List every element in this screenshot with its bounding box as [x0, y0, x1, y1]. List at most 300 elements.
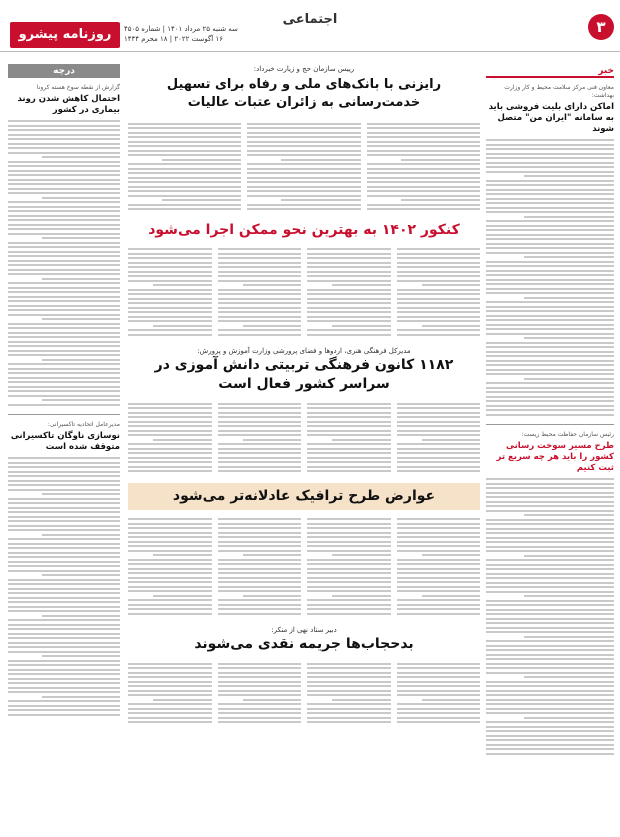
text-line: [524, 297, 614, 299]
text-line: [486, 631, 614, 633]
text-line: [8, 529, 120, 531]
text-line: [486, 654, 614, 656]
text-line: [128, 334, 212, 336]
text-line: [8, 336, 120, 338]
text-line: [307, 257, 391, 259]
text-line: [247, 136, 360, 138]
text-line: [486, 369, 614, 371]
text-line: [8, 597, 120, 599]
text-line: [422, 439, 480, 441]
text-line: [307, 721, 391, 723]
text-line: [397, 425, 481, 427]
text-line: [8, 552, 120, 554]
text-line: [397, 532, 481, 534]
story5-body: [128, 660, 480, 726]
text-line: [8, 246, 120, 248]
text-line: [486, 207, 614, 209]
text-line: [128, 586, 212, 588]
text-line: [486, 270, 614, 272]
text-line: [8, 350, 120, 352]
text-line: [8, 462, 120, 464]
text-line: [42, 278, 120, 280]
text-line: [218, 421, 302, 423]
text-line: [307, 289, 391, 291]
text-line: [486, 306, 614, 308]
text-line: [42, 318, 120, 320]
text-line: [218, 253, 302, 255]
text-line: [8, 381, 120, 383]
text-line: [8, 183, 120, 185]
text-line: [486, 184, 614, 186]
text-line: [8, 466, 120, 468]
text-line: [8, 547, 120, 549]
text-line: [524, 256, 614, 258]
text-line: [397, 280, 481, 282]
text-line: [486, 685, 614, 687]
text-line: [397, 262, 481, 264]
text-line: [486, 690, 614, 692]
text-line: [128, 667, 212, 669]
text-line: [128, 563, 212, 565]
text-line: [307, 563, 391, 565]
date-line: [124, 24, 264, 44]
text-line: [307, 320, 391, 322]
text-line: [307, 311, 391, 313]
text-line: [397, 316, 481, 318]
text-line: [8, 161, 120, 163]
text-line: [42, 655, 120, 657]
text-line: [8, 255, 120, 257]
text-line: [218, 470, 302, 472]
text-line: [8, 323, 120, 325]
text-line: [397, 334, 481, 336]
text-line: [128, 132, 241, 134]
text-line: [218, 568, 302, 570]
text-line: [128, 181, 241, 183]
left-story1-body: [8, 120, 120, 406]
text-line: [8, 628, 120, 630]
text-line: [397, 448, 481, 450]
text-line: [8, 233, 120, 235]
text-line: [247, 123, 360, 125]
text-line: [332, 595, 390, 597]
text-line: [486, 162, 614, 164]
text-line: [307, 407, 391, 409]
text-line: [307, 518, 391, 520]
text-line: [307, 550, 391, 552]
text-line: [218, 461, 302, 463]
text-line: [128, 275, 212, 277]
text-line: [486, 153, 614, 155]
text-line: [247, 186, 360, 188]
text-line: [128, 280, 212, 282]
text-line: [128, 127, 241, 129]
text-line: [8, 228, 120, 230]
text-line: [486, 315, 614, 317]
text-line: [8, 138, 120, 140]
text-line: [218, 307, 302, 309]
text-line: [8, 224, 120, 226]
text-line: [401, 159, 480, 161]
text-line: [8, 619, 120, 621]
text-line: [128, 298, 212, 300]
text-line: [218, 572, 302, 574]
left-story2-body: [8, 457, 120, 716]
text-line: [218, 608, 302, 610]
text-line: [218, 708, 302, 710]
text-line: [218, 320, 302, 322]
text-line: [8, 660, 120, 662]
text-line: [128, 708, 212, 710]
text-line: [8, 484, 120, 486]
text-line: [486, 537, 614, 539]
text-line: [8, 556, 120, 558]
text-line: [153, 284, 211, 286]
text-line: [128, 581, 212, 583]
text-line: [486, 148, 614, 150]
text-line: [247, 132, 360, 134]
text-line: [486, 333, 614, 335]
text-line: [486, 243, 614, 245]
text-line: [307, 676, 391, 678]
text-line: [128, 559, 212, 561]
text-line: [218, 518, 302, 520]
text-line: [218, 466, 302, 468]
text-line: [247, 204, 360, 206]
text-line: [401, 199, 480, 201]
text-line: [218, 712, 302, 714]
text-line: [307, 470, 391, 472]
text-line: [8, 714, 120, 716]
text-line: [218, 581, 302, 583]
text-line: [128, 168, 241, 170]
text-line: [128, 443, 212, 445]
text-line: [524, 378, 614, 380]
text-line: [307, 280, 391, 282]
text-line: [128, 307, 212, 309]
text-line: [367, 190, 480, 192]
text-line: [486, 501, 614, 503]
text-line: [128, 195, 241, 197]
text-line: [128, 685, 212, 687]
masthead: [0, 0, 620, 52]
text-line: [128, 154, 241, 156]
text-line: [307, 527, 391, 529]
text-line: [8, 269, 120, 271]
text-line: [218, 412, 302, 414]
text-line: [128, 568, 212, 570]
text-line: [397, 712, 481, 714]
text-line: [397, 403, 481, 405]
text-line: [218, 541, 302, 543]
text-line: [486, 355, 614, 357]
text-line: [397, 253, 481, 255]
text-line: [128, 541, 212, 543]
text-line: [397, 443, 481, 445]
text-line: [8, 251, 120, 253]
text-line: [486, 730, 614, 732]
text-line: [128, 316, 212, 318]
text-line: [42, 574, 120, 576]
text-line: [8, 309, 120, 311]
text-line: [218, 527, 302, 529]
text-line: [218, 676, 302, 678]
text-line: [8, 520, 120, 522]
text-line: [486, 328, 614, 330]
text-line: [218, 403, 302, 405]
text-line: [128, 186, 241, 188]
text-line: [218, 536, 302, 538]
text-line: [307, 271, 391, 273]
text-line: [307, 694, 391, 696]
text-line: [367, 123, 480, 125]
text-line: [307, 421, 391, 423]
text-line: [8, 606, 120, 608]
text-line: [8, 386, 120, 388]
text-line: [128, 672, 212, 674]
text-line: [218, 262, 302, 264]
text-line: [422, 284, 480, 286]
text-line: [486, 247, 614, 249]
text-line: [397, 275, 481, 277]
text-line: [8, 570, 120, 572]
text-line: [397, 536, 481, 538]
text-line: [8, 363, 120, 365]
text-line: [243, 325, 301, 327]
text-line: [128, 604, 212, 606]
text-line: [8, 498, 120, 500]
text-line: [8, 264, 120, 266]
text-line: [8, 125, 120, 127]
text-line: [8, 642, 120, 644]
text-line: [486, 166, 614, 168]
text-line: [247, 172, 360, 174]
text-line: [42, 399, 120, 401]
text-line: [397, 527, 481, 529]
text-line: [218, 248, 302, 250]
text-line: [486, 238, 614, 240]
text-line: [307, 577, 391, 579]
text-line: [397, 416, 481, 418]
text-line: [486, 211, 614, 213]
text-line: [307, 293, 391, 295]
text-line: [8, 129, 120, 131]
text-line: [8, 502, 120, 504]
text-line: [397, 311, 481, 313]
text-line: [307, 266, 391, 268]
text-line: [486, 283, 614, 285]
text-line: [307, 685, 391, 687]
text-line: [397, 457, 481, 459]
text-line: [486, 627, 614, 629]
text-line: [307, 708, 391, 710]
text-line: [524, 717, 614, 719]
text-line: [307, 663, 391, 665]
text-line: [243, 699, 301, 701]
text-line: [128, 407, 212, 409]
text-line: [486, 387, 614, 389]
text-line: [367, 150, 480, 152]
text-line: [247, 154, 360, 156]
right-story1-title: اماکن دارای بلیت فروشی باید به سامانه "ایران من" متصل شوند: [488, 102, 614, 134]
text-line: [128, 289, 212, 291]
text-line: [486, 351, 614, 353]
text-line: [397, 298, 481, 300]
text-line: [486, 681, 614, 683]
text-line: [486, 346, 614, 348]
text-line: [128, 190, 241, 192]
text-line: [247, 163, 360, 165]
text-line: [486, 649, 614, 651]
text-line: [307, 681, 391, 683]
text-line: [486, 180, 614, 182]
text-line: [243, 595, 301, 597]
text-line: [8, 705, 120, 707]
text-line: [307, 457, 391, 459]
text-line: [397, 248, 481, 250]
text-line: [397, 581, 481, 583]
text-line: [486, 591, 614, 593]
text-line: [8, 511, 120, 513]
text-line: [397, 434, 481, 436]
text-line: [128, 172, 241, 174]
text-line: [486, 202, 614, 204]
right-story1-kicker: معاون فنی مرکز سلامت محیط و کار وزارت بهداشت:: [504, 84, 614, 99]
text-line: [486, 234, 614, 236]
text-line: [307, 461, 391, 463]
text-line: [153, 554, 211, 556]
story2-headline: کنکور ۱۴۰۲ به بهترین نحو ممکن اجرا می‌شود: [148, 221, 460, 238]
text-line: [218, 672, 302, 674]
text-line: [486, 478, 614, 480]
text-line: [8, 354, 120, 356]
text-line: [486, 609, 614, 611]
text-line: [8, 682, 120, 684]
text-line: [8, 565, 120, 567]
text-line: [486, 703, 614, 705]
text-line: [218, 266, 302, 268]
right-story2-body: [486, 478, 614, 755]
text-line: [486, 613, 614, 615]
text-line: [8, 610, 120, 612]
text-line: [486, 360, 614, 362]
text-line: [8, 395, 120, 397]
text-line: [8, 242, 120, 244]
text-line: [8, 691, 120, 693]
story5-kicker: دبیر ستاد نهی از منکر:: [271, 626, 337, 634]
text-line: [307, 452, 391, 454]
text-line: [397, 672, 481, 674]
text-line: [8, 134, 120, 136]
text-line: [486, 582, 614, 584]
text-line: [8, 296, 120, 298]
text-line: [243, 439, 301, 441]
text-line: [486, 744, 614, 746]
text-line: [397, 608, 481, 610]
text-line: [8, 174, 120, 176]
text-line: [247, 168, 360, 170]
text-line: [42, 359, 120, 361]
text-line: [486, 373, 614, 375]
text-line: [128, 532, 212, 534]
text-line: [486, 559, 614, 561]
text-line: [128, 577, 212, 579]
text-line: [307, 302, 391, 304]
text-line: [486, 541, 614, 543]
text-line: [218, 275, 302, 277]
text-line: [8, 633, 120, 635]
text-line: [397, 329, 481, 331]
text-line: [8, 273, 120, 275]
text-line: [422, 554, 480, 556]
text-line: [218, 334, 302, 336]
text-line: [397, 466, 481, 468]
text-line: [128, 141, 241, 143]
section-title: اجتماعی: [282, 12, 338, 27]
text-line: [397, 430, 481, 432]
text-line: [8, 687, 120, 689]
text-line: [397, 604, 481, 606]
text-line: [397, 302, 481, 304]
text-line: [486, 496, 614, 498]
text-line: [8, 588, 120, 590]
text-line: [486, 229, 614, 231]
text-line: [128, 590, 212, 592]
text-line: [128, 311, 212, 313]
text-line: [218, 681, 302, 683]
text-line: [162, 199, 241, 201]
text-line: [486, 577, 614, 579]
text-line: [397, 523, 481, 525]
text-line: [486, 550, 614, 552]
text-line: [8, 637, 120, 639]
text-line: [332, 325, 390, 327]
text-line: [8, 480, 120, 482]
text-line: [486, 279, 614, 281]
text-line: [42, 534, 120, 536]
text-line: [397, 550, 481, 552]
story4-body: [128, 516, 480, 618]
text-line: [307, 532, 391, 534]
text-line: [218, 448, 302, 450]
text-line: [8, 179, 120, 181]
text-line: [128, 403, 212, 405]
text-line: [128, 177, 241, 179]
left-column: [8, 64, 120, 829]
text-line: [128, 320, 212, 322]
text-line: [153, 699, 211, 701]
text-line: [218, 667, 302, 669]
text-line: [218, 663, 302, 665]
text-line: [486, 663, 614, 665]
text-line: [397, 271, 481, 273]
text-line: [486, 189, 614, 191]
text-line: [524, 595, 614, 597]
text-line: [281, 159, 360, 161]
text-line: [397, 685, 481, 687]
text-line: [422, 595, 480, 597]
text-line: [128, 248, 212, 250]
text-line: [307, 712, 391, 714]
text-line: [397, 613, 481, 615]
text-line: [524, 175, 614, 177]
text-line: [486, 139, 614, 141]
text-line: [397, 577, 481, 579]
text-line: [307, 316, 391, 318]
text-line: [218, 559, 302, 561]
text-line: [218, 717, 302, 719]
text-line: [397, 421, 481, 423]
